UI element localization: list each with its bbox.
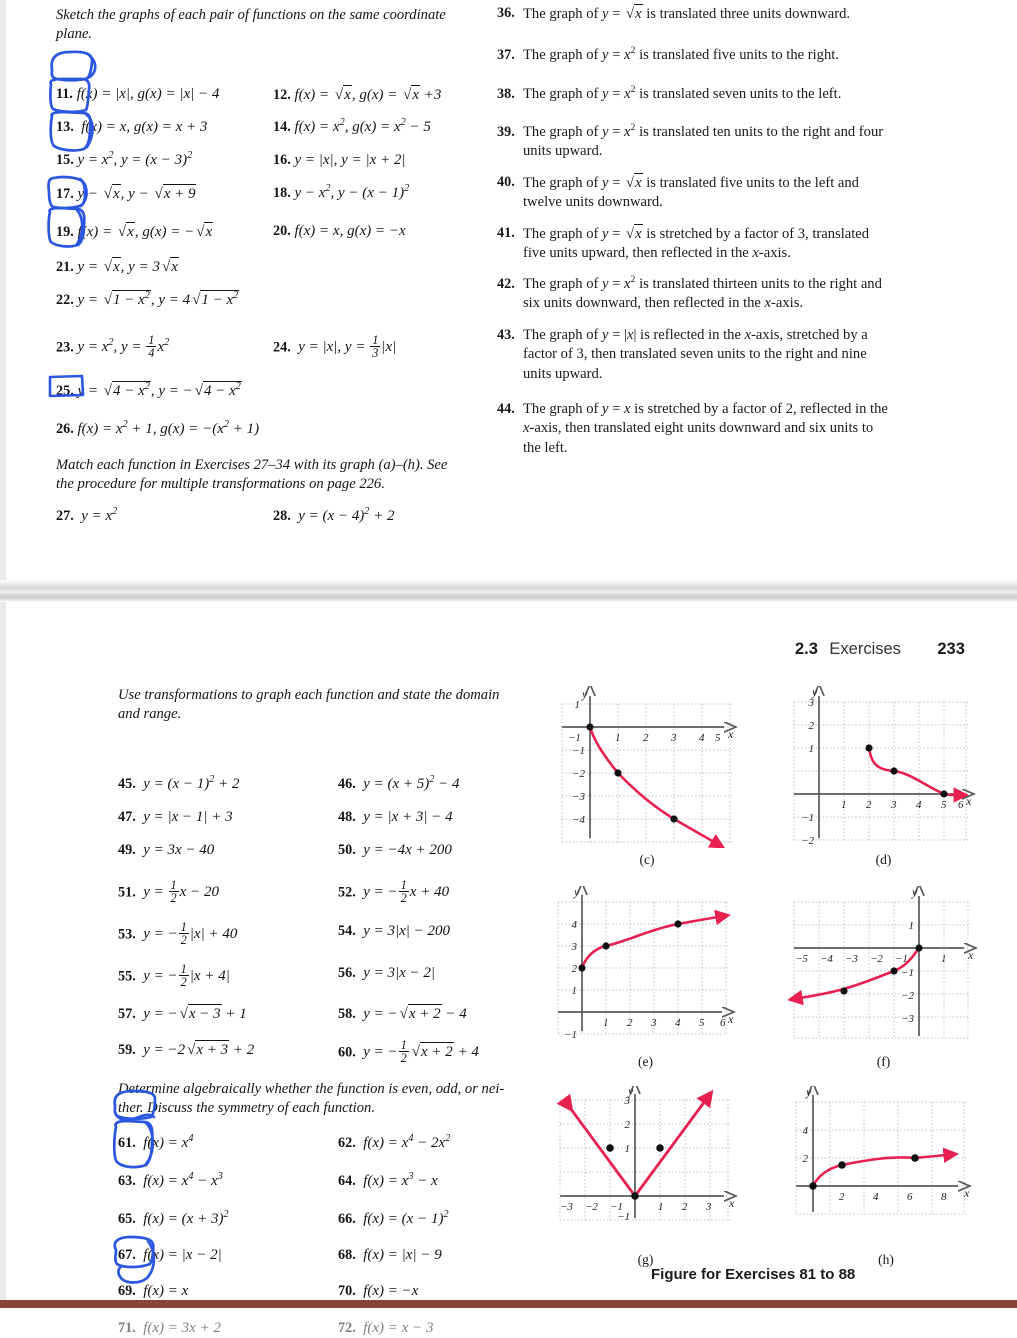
exercise-body: f(x) = x, g(x) = x + 3 — [77, 119, 207, 135]
svg-text:4: 4 — [873, 1191, 879, 1203]
svg-text:6: 6 — [720, 1017, 726, 1029]
exercise-37 — [497, 46, 889, 65]
exercise-number: 70. — [338, 1283, 356, 1299]
exercise-45 — [118, 775, 240, 795]
exercise-number: 71. — [118, 1320, 136, 1336]
exercise-number: 39. — [497, 123, 515, 142]
svg-text:−2: −2 — [572, 768, 585, 780]
exercise-number: 68. — [338, 1247, 356, 1263]
svg-text:y: y — [573, 886, 580, 899]
svg-text:−2: −2 — [585, 1201, 598, 1213]
exercise-number: 27. — [56, 508, 74, 524]
svg-text:x: x — [727, 1012, 734, 1026]
exercise-number: 54. — [338, 923, 356, 939]
svg-text:2: 2 — [625, 1119, 631, 1131]
ink-annotation-circle-11-13-15 — [46, 48, 116, 163]
bottom-left-column — [118, 686, 538, 725]
page-left-edge-shadow — [0, 0, 6, 580]
exercise-body: y = $\frac{1}{2}$ x − 20 — [139, 884, 218, 900]
svg-text:4: 4 — [916, 799, 922, 811]
exercise-48 — [338, 808, 453, 828]
exercise-body: $y = x^2$ — [77, 508, 117, 524]
instruction-use-transformations: Use transformations to graph each function and state the domain and range. — [118, 686, 518, 725]
exercise-number: 53. — [118, 926, 136, 942]
svg-text:x: x — [727, 727, 734, 741]
exercise-14 — [273, 118, 503, 138]
exercise-number: 42. — [497, 275, 515, 294]
graph-h-svg — [786, 1086, 986, 1246]
exercise-70 — [338, 1282, 418, 1302]
svg-text:3: 3 — [705, 1201, 712, 1213]
exercise-number: 58. — [338, 1006, 356, 1022]
exercise-body: f(x) = √x, g(x) = − √x — [77, 224, 213, 240]
exercise-number: 69. — [118, 1283, 136, 1299]
svg-text:1: 1 — [615, 732, 621, 744]
exercise-53 — [118, 922, 237, 948]
graph-label-h: (h) — [786, 1252, 986, 1268]
exercise-61 — [118, 1134, 193, 1154]
exercise-41 — [497, 224, 889, 264]
exercise-number: 52. — [338, 884, 356, 900]
exercise-body: y = |x + 3| − 4 — [359, 809, 452, 825]
exercise-42 — [497, 275, 889, 314]
svg-text:2: 2 — [809, 720, 815, 732]
page-left-edge-shadow-2 — [0, 602, 6, 1300]
exercise-body: y − √x, y − √x + 9 — [77, 186, 196, 202]
exercise-58 — [338, 1004, 467, 1025]
graph-c-svg — [552, 686, 742, 848]
graph-label-d: (d) — [786, 852, 981, 868]
svg-text:4: 4 — [572, 919, 578, 931]
svg-text:5: 5 — [699, 1017, 705, 1029]
exercise-64 — [338, 1172, 438, 1192]
exercise-number: 24. — [273, 339, 291, 355]
exercise-72 — [338, 1319, 433, 1338]
exercise-number: 44. — [497, 400, 515, 419]
instruction-sketch-graphs: Sketch the graphs of each pair of functions on the same coordinate plane. — [56, 6, 466, 45]
exercise-body: $f(x) = x^4 - x^3$ — [139, 1173, 222, 1189]
exercise-number: 62. — [338, 1135, 356, 1151]
exercise-65 — [118, 1210, 229, 1230]
exercise-body: $f(x) = x^4 - 2x^2$ — [359, 1135, 450, 1151]
svg-text:1: 1 — [909, 920, 915, 932]
exercise-number: 38. — [497, 85, 515, 104]
svg-text:−1: −1 — [564, 1029, 577, 1041]
exercise-body: $y = (x - 4)^2 + 2$ — [294, 508, 394, 524]
exercise-body: The graph of y = √x is translated three units downward. — [523, 4, 889, 24]
exercise-number: 14. — [273, 119, 291, 135]
exercise-body: y = − √x − 3 + 1 — [139, 1006, 246, 1022]
bottom-page-fragment — [0, 602, 1017, 1302]
exercise-number: 55. — [118, 968, 136, 984]
exercise-23 — [56, 335, 256, 361]
graph-d-svg — [786, 686, 981, 848]
exercise-number: 16. — [273, 152, 291, 168]
exercise-38 — [497, 85, 889, 104]
exercise-number: 45. — [118, 776, 136, 792]
svg-text:−4: −4 — [572, 814, 585, 826]
exercise-number: 51. — [118, 884, 136, 900]
svg-text:1: 1 — [603, 1017, 609, 1029]
svg-text:2: 2 — [643, 732, 649, 744]
exercise-body: y = |x − 1| + 3 — [139, 809, 232, 825]
section-header — [795, 640, 965, 659]
svg-text:3: 3 — [650, 1017, 657, 1029]
exercise-number: 11. — [56, 86, 73, 102]
exercise-body: y = 3|x − 2| — [359, 965, 435, 981]
page-number: 233 — [937, 640, 965, 658]
exercise-body: f(x) = |x − 2| — [139, 1247, 221, 1263]
section-number: 2.3 — [795, 640, 818, 658]
exercise-19 — [56, 222, 266, 243]
graph-panel-d — [786, 686, 981, 866]
svg-text:3: 3 — [624, 1095, 631, 1107]
exercise-body: $f(x) = x^2$, $g(x) = x^2 - 5$ — [294, 119, 430, 135]
exercise-body: f(x) = 3x + 2 — [139, 1320, 220, 1336]
exercise-number: 64. — [338, 1173, 356, 1189]
svg-text:1: 1 — [809, 743, 815, 755]
svg-text:−2: −2 — [870, 953, 883, 965]
exercise-body: y = −4x + 200 — [359, 842, 451, 858]
graph-panel-f — [786, 886, 981, 1066]
exercise-body: $y = x^2$, $y = (x - 3)^2$ — [77, 152, 192, 168]
exercise-69 — [118, 1282, 188, 1302]
exercise-67 — [118, 1246, 222, 1266]
exercise-number: 43. — [497, 326, 515, 345]
svg-text:1: 1 — [841, 799, 847, 811]
exercise-number: 28. — [273, 508, 291, 524]
graph-label-g: (g) — [548, 1252, 743, 1268]
exercise-body: $y = x^2$, y = $\frac{1}{4}$ $x^2$ — [77, 339, 169, 355]
exercise-body: $y = (x - 1)^2 + 2$ — [139, 776, 239, 792]
svg-text:y: y — [811, 686, 818, 699]
svg-text:2: 2 — [803, 1153, 809, 1165]
svg-text:y: y — [911, 886, 918, 899]
exercise-body: The graph of y = |x| is reflected in the x-axis, stretched by a factor of 3, then translated seven units to the right and nine units upward. — [523, 326, 889, 384]
exercise-25 — [56, 381, 396, 402]
exercise-number: 41. — [497, 224, 515, 243]
svg-text:−1: −1 — [572, 745, 585, 757]
svg-text:−3: −3 — [560, 1201, 573, 1213]
exercise-body: y = − $\frac{1}{2}$ √x + 2 + 4 — [359, 1044, 478, 1060]
exercise-26 — [56, 420, 396, 440]
exercise-body: $y = √4 - x^2$, y = − $√4 - x^2$ — [77, 383, 241, 399]
exercise-57 — [118, 1004, 247, 1025]
exercise-body: The graph of $y = x^2$ is translated ten units to the right and four units upward. — [523, 123, 889, 162]
exercise-number: 66. — [338, 1211, 356, 1227]
svg-text:−1: −1 — [568, 732, 581, 744]
svg-text:2: 2 — [866, 799, 872, 811]
exercise-number: 65. — [118, 1211, 136, 1227]
svg-text:−5: −5 — [795, 953, 808, 965]
exercise-22 — [56, 290, 396, 311]
exercise-15 — [56, 151, 256, 171]
svg-text:2: 2 — [627, 1017, 633, 1029]
exercise-12 — [273, 85, 503, 106]
exercise-13 — [56, 118, 256, 138]
exercise-number: 23. — [56, 339, 74, 355]
exercise-number: 12. — [273, 87, 291, 103]
exercise-number: 36. — [497, 4, 515, 23]
exercise-46 — [338, 775, 460, 795]
svg-text:x: x — [965, 794, 972, 808]
exercise-71 — [118, 1319, 221, 1338]
svg-text:2: 2 — [572, 963, 578, 975]
graph-panel-c — [552, 686, 742, 866]
figure-caption: Figure for Exercises 81 to 88 — [651, 1266, 855, 1283]
svg-text:−1: −1 — [801, 812, 814, 824]
svg-text:x: x — [963, 1186, 970, 1200]
exercise-number: 15. — [56, 152, 74, 168]
exercise-body: The graph of y = x is stretched by a factor of 2, reflected in the x-axis, then translated eight units downward and six units to the left. — [523, 400, 889, 458]
exercise-body: f(x) = −x — [359, 1283, 418, 1299]
svg-text:−1: −1 — [901, 967, 914, 979]
svg-text:y: y — [581, 687, 588, 701]
exercise-number: 63. — [118, 1173, 136, 1189]
svg-text:y: y — [627, 1086, 634, 1098]
exercise-number: 61. — [118, 1135, 136, 1151]
svg-text:−1: −1 — [610, 1201, 623, 1213]
svg-text:4: 4 — [675, 1017, 681, 1029]
exercise-body: $f(x) = x^3 - x$ — [359, 1173, 437, 1189]
exercise-number: 72. — [338, 1320, 356, 1336]
exercise-68 — [338, 1246, 442, 1266]
svg-text:3: 3 — [571, 941, 578, 953]
svg-text:4: 4 — [699, 732, 705, 744]
section-title: Exercises — [829, 640, 901, 658]
exercise-number: 50. — [338, 842, 356, 858]
exercise-number: 40. — [497, 173, 515, 192]
top-left-column — [56, 6, 476, 45]
svg-text:1: 1 — [625, 1143, 631, 1155]
exercise-number: 57. — [118, 1006, 136, 1022]
svg-text:2: 2 — [839, 1191, 845, 1203]
exercise-16 — [273, 151, 503, 171]
exercise-number: 67. — [118, 1247, 136, 1263]
exercise-24 — [273, 335, 503, 361]
svg-text:3: 3 — [808, 697, 815, 709]
graph-f-svg — [786, 886, 981, 1051]
exercise-body: $f(x) = (x + 3)^2$ — [139, 1211, 228, 1227]
exercise-body: y = 3x − 40 — [139, 842, 214, 858]
svg-text:x: x — [967, 948, 974, 962]
graph-e-svg — [548, 886, 743, 1051]
exercise-body: f(x) = |x|, g(x) = |x| − 4 — [77, 86, 220, 102]
exercise-number: 20. — [273, 223, 291, 239]
svg-text:4: 4 — [803, 1125, 809, 1137]
instruction-even-odd: Determine algebraically whether the function is even, odd, or nei- ther. Discuss the symmetry of each function. — [118, 1080, 526, 1119]
svg-text:−2: −2 — [901, 990, 914, 1002]
exercise-56 — [338, 964, 435, 984]
exercise-body: y = − $\frac{1}{2}$ |x| + 40 — [139, 926, 237, 942]
exercise-39 — [497, 123, 889, 162]
exercise-11 — [56, 85, 256, 105]
exercise-number: 46. — [338, 776, 356, 792]
svg-text:5: 5 — [715, 732, 721, 744]
exercise-number: 21. — [56, 259, 74, 275]
exercise-body: f(x) = x, g(x) = −x — [294, 223, 405, 239]
svg-text:1: 1 — [575, 699, 581, 711]
exercise-number: 47. — [118, 809, 136, 825]
exercise-number: 60. — [338, 1044, 356, 1060]
exercise-number: 13. — [56, 119, 74, 135]
exercise-66 — [338, 1210, 449, 1230]
svg-text:−3: −3 — [901, 1013, 914, 1025]
exercise-body: y = |x|, y = $\frac{1}{3}$ |x| — [294, 339, 396, 355]
exercise-number: 17. — [56, 186, 74, 202]
svg-text:5: 5 — [941, 799, 947, 811]
svg-text:x: x — [728, 1196, 735, 1210]
exercise-body: f(x) = √x, g(x) = √x +3 — [294, 87, 441, 103]
exercise-number: 19. — [56, 224, 74, 240]
exercise-body: The graph of $y = x^2$ is translated thirteen units to the right and six units downward, then reflected in the x-axis. — [523, 275, 889, 314]
exercise-body: The graph of y = √x is translated five units to the left and twelve units downward. — [523, 173, 889, 213]
graph-label-f: (f) — [786, 1054, 981, 1070]
exercise-body: f(x) = x − 3 — [359, 1320, 433, 1336]
svg-text:−1: −1 — [895, 953, 908, 965]
exercise-20 — [273, 222, 503, 242]
exercise-52 — [338, 880, 449, 906]
svg-text:−4: −4 — [820, 953, 833, 965]
exercise-body: y = − √x + 2 − 4 — [359, 1006, 466, 1022]
page-separator-band — [0, 580, 1017, 602]
exercise-body: $f(x) = x^2 + 1$, $g(x) = -(x^2 + 1)$ — [77, 421, 259, 437]
svg-text:1: 1 — [572, 985, 578, 997]
svg-text:6: 6 — [907, 1191, 913, 1203]
svg-text:−3: −3 — [845, 953, 858, 965]
svg-text:1: 1 — [941, 953, 947, 965]
exercise-body: y = −2 √x + 3 + 2 — [139, 1042, 254, 1058]
exercise-21 — [56, 257, 356, 278]
exercise-number: 59. — [118, 1042, 136, 1058]
exercise-63 — [118, 1172, 223, 1192]
exercise-60 — [338, 1040, 479, 1066]
page-bottom-rule — [0, 1300, 1017, 1308]
graph-label-e: (e) — [548, 1054, 743, 1070]
exercise-number: 48. — [338, 809, 356, 825]
exercise-44 — [497, 400, 889, 458]
exercise-body: y = √x, y = 3 √x — [77, 259, 178, 275]
svg-text:−3: −3 — [572, 791, 585, 803]
exercise-40 — [497, 173, 889, 213]
exercise-body: $f(x) = x^4$ — [139, 1135, 193, 1151]
exercise-body: $f(x) = (x - 1)^2$ — [359, 1211, 448, 1227]
exercise-body: y = − $\frac{1}{2}$ |x + 4| — [139, 968, 229, 984]
svg-text:8: 8 — [941, 1191, 947, 1203]
exercise-number: 26. — [56, 421, 74, 437]
graph-panel-g — [548, 1086, 743, 1266]
exercise-62 — [338, 1134, 450, 1154]
exercise-27 — [56, 507, 256, 527]
svg-text:3: 3 — [890, 799, 897, 811]
exercise-number: 49. — [118, 842, 136, 858]
exercise-49 — [118, 841, 214, 861]
exercise-body: $y = (x + 5)^2 - 4$ — [359, 776, 459, 792]
exercise-body: f(x) = x — [139, 1283, 188, 1299]
exercise-body: y = − $\frac{1}{2}$ x + 40 — [359, 884, 449, 900]
svg-text:3: 3 — [670, 732, 677, 744]
exercise-number: 25. — [56, 383, 74, 399]
svg-text:2: 2 — [682, 1201, 688, 1213]
exercise-17 — [56, 184, 256, 205]
exercise-28 — [273, 507, 503, 527]
exercise-51 — [118, 880, 219, 906]
graph-label-c: (c) — [552, 852, 742, 868]
exercise-body: $y = √1 - x^2$, y = 4 $√1 - x^2$ — [77, 292, 239, 308]
exercise-47 — [118, 808, 233, 828]
exercise-body: The graph of $y = x^2$ is translated seven units to the left. — [523, 85, 889, 104]
exercise-43 — [497, 326, 889, 384]
exercise-number: 56. — [338, 965, 356, 981]
graph-panel-e — [548, 886, 743, 1066]
exercise-body: The graph of $y = x^2$ is translated five units to the right. — [523, 46, 889, 65]
exercise-55 — [118, 964, 230, 990]
exercise-body: The graph of y = √x is stretched by a factor of 3, translated five units upward, then reflected in the x-axis. — [523, 224, 889, 264]
instruction-match-functions: Match each function in Exercises 27–34 with its graph (a)–(h). See the procedure for multiple transformations on page 226. — [56, 456, 468, 495]
exercise-body: f(x) = |x| − 9 — [359, 1247, 441, 1263]
graph-g-svg — [548, 1086, 743, 1246]
exercise-50 — [338, 841, 452, 861]
svg-text:1: 1 — [658, 1201, 664, 1213]
exercise-number: 37. — [497, 46, 515, 65]
exercise-number: 22. — [56, 292, 74, 308]
exercise-number: 18. — [273, 185, 291, 201]
exercise-54 — [338, 922, 450, 942]
exercise-36 — [497, 4, 889, 24]
exercise-body: y = 3|x| − 200 — [359, 923, 450, 939]
graph-panel-h — [786, 1086, 986, 1266]
exercise-body: $y - x^2$, $y - (x - 1)^2$ — [294, 185, 409, 201]
exercise-18 — [273, 184, 503, 204]
svg-text:6: 6 — [958, 799, 964, 811]
svg-text:−1: −1 — [617, 1211, 630, 1223]
exercise-body: y = |x|, y = |x + 2| — [294, 152, 405, 168]
svg-text:−2: −2 — [801, 835, 814, 847]
top-page-fragment — [0, 0, 1017, 580]
exercise-59 — [118, 1040, 254, 1061]
svg-text:y: y — [805, 1086, 812, 1099]
